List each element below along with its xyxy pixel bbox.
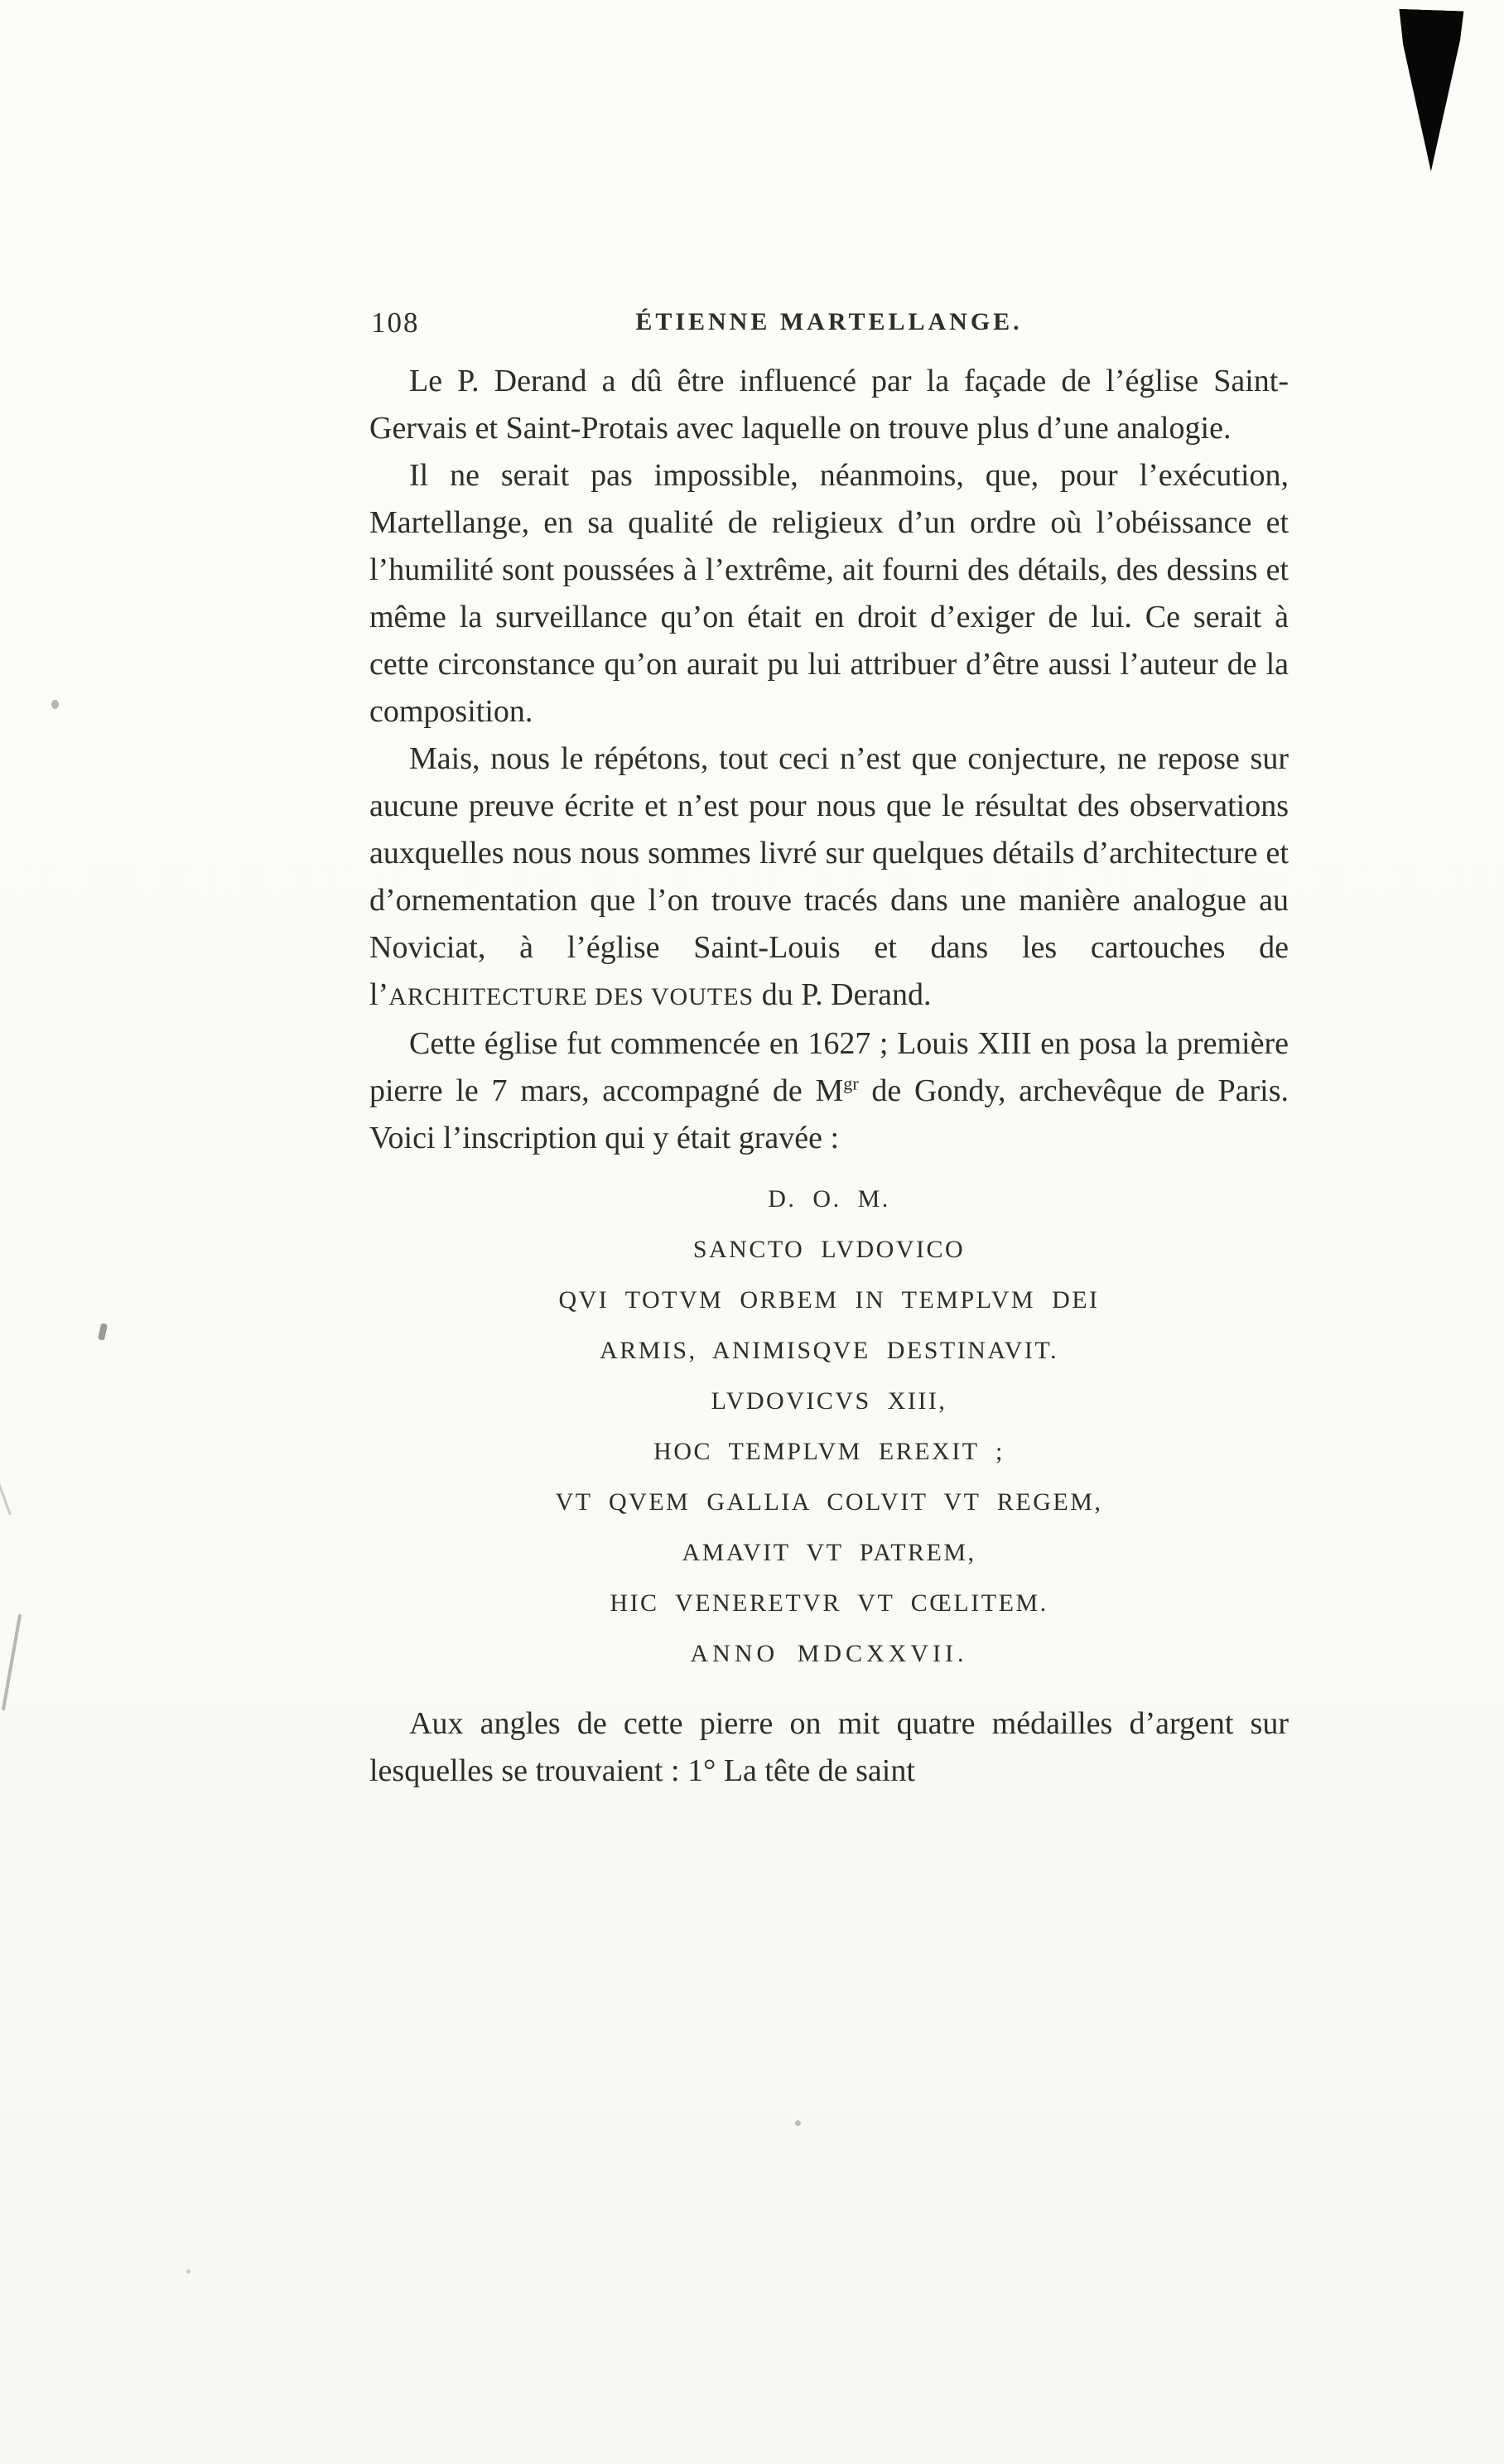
page-number: 108 <box>371 306 420 339</box>
inscription-line: HIC VENERETVR VT CŒLITEM. <box>610 1589 1048 1617</box>
inscription-line: QVI TOTVM ORBEM IN TEMPLVM DEI <box>558 1286 1100 1314</box>
text-column <box>369 358 1289 1795</box>
paragraph-1-text: Le P. Derand a dû être influencé par la façade de l’église Saint-Gervais et Saint-Protais avec laquelle on trouve plus d’une analogie. <box>369 364 1289 446</box>
paragraph-4-text-pre: Cette église fut commencée en 1627 ; Louis XIII en posa la première pierre le 7 mars, accompagné de M <box>369 1026 1289 1108</box>
paragraph-3-smallcaps-title: ARCHITECTURE DES VOUTES <box>388 983 754 1010</box>
paragraph-4 <box>369 1020 1289 1162</box>
inscription-line: SANCTO LVDOVICO <box>692 1236 966 1263</box>
latin-inscription-block <box>369 1174 1289 1679</box>
inscription-line: ARMIS, ANIMISQVE DESTINAVIT. <box>600 1337 1058 1364</box>
inscription-line: VT QVEM GALLIA COLVIT VT REGEM, <box>555 1488 1103 1516</box>
paragraph-2-text: Il ne serait pas impossible, néanmoins, que, pour l’exécution, Martellange, en sa qualité de religieux d’un ordre où l’obéissance et l’humilité sont poussées à l’extrême, ait fourni des détails, des dessins et même la surveillance qu’on était en droit d’exiger de lui. Ce serait à cette circonstance qu’on aurait pu lui attribuer d’être aussi l’auteur de la composition. <box>369 458 1289 729</box>
scan-edge-mark <box>2 1614 22 1711</box>
scan-edge-tick <box>0 1483 12 1516</box>
inscription-line: LVDOVICVS XIII, <box>711 1387 947 1415</box>
inscription-line: HOC TEMPLVM EREXIT ; <box>653 1438 1005 1465</box>
paragraph-4-text-post: de Gondy, archevêque de Paris. Voici l’inscription qui y était gravée : <box>369 1073 1289 1155</box>
inscription-line: D. O. M. <box>768 1185 890 1213</box>
scan-ink-speck <box>98 1323 108 1340</box>
scan-speck <box>795 2120 801 2126</box>
paragraph-4-superscript: gr <box>843 1073 859 1094</box>
inscription-line: AMAVIT VT PATREM, <box>682 1539 976 1566</box>
paragraph-3-text-pre: Mais, nous le répétons, tout ceci n’est que conjecture, ne repose sur aucune preuve écrite et n’est pour nous que le résultat des observations auxquelles nous nous sommes livré sur quelques détails d’architecture et d’ornementation que l’on trouve tracés dans une manière analogue au Noviciat, à l’église Saint-Louis et dans les cartouches de l’ <box>369 741 1289 1012</box>
scan-corner-fold-mark <box>1394 9 1464 173</box>
scan-speck <box>51 700 59 709</box>
paragraph-2 <box>369 452 1289 735</box>
paragraph-5-text: Aux angles de cette pierre on mit quatre médailles d’argent sur lesquelles se trouvaient : 1° La tête de saint <box>369 1706 1289 1788</box>
paragraph-5 <box>369 1700 1289 1795</box>
inscription-line: ANNO MDCXXVII. <box>690 1640 968 1667</box>
running-title: ÉTIENNE MARTELLANGE. <box>635 308 1023 335</box>
paragraph-3 <box>369 735 1289 1020</box>
scan-speck <box>186 2269 190 2274</box>
page-header <box>369 303 1289 345</box>
paragraph-3-text-post: du P. Derand. <box>754 977 932 1012</box>
paragraph-1 <box>369 358 1289 452</box>
